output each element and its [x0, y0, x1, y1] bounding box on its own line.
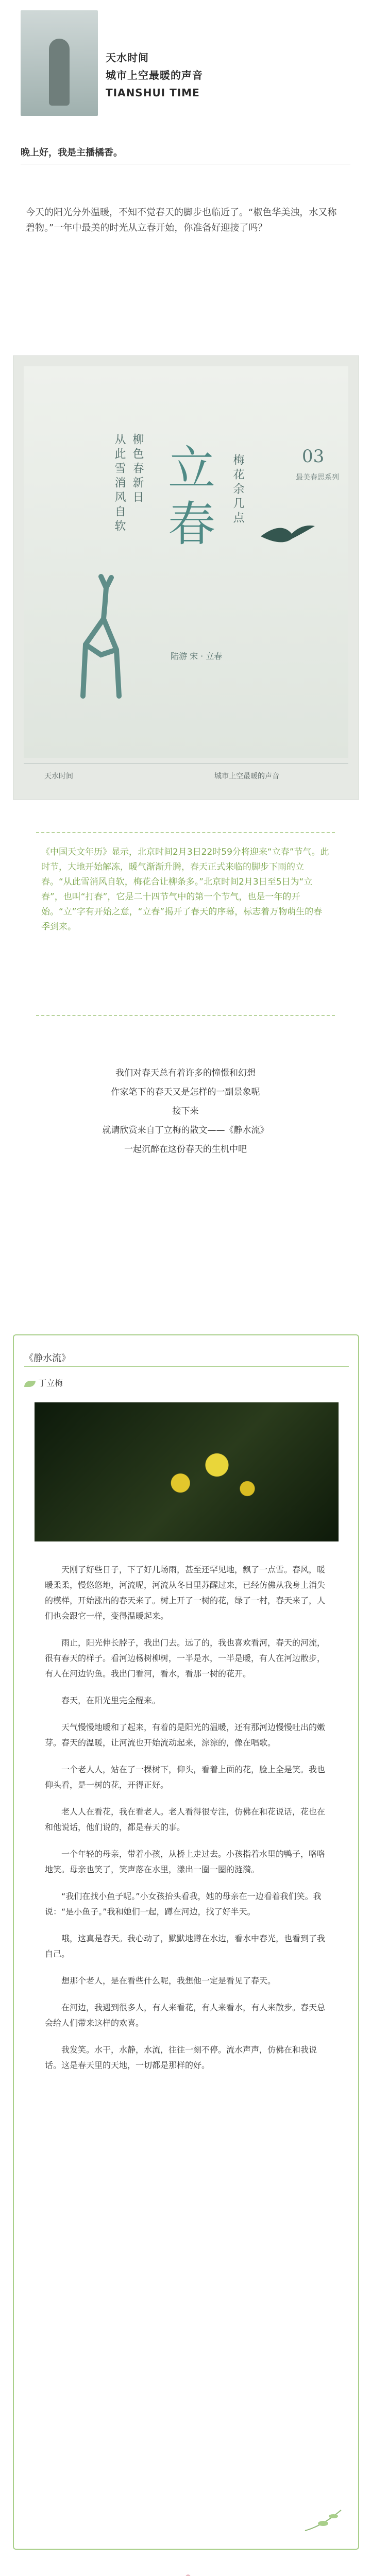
- essay-title: 《静水流》: [24, 1353, 71, 1364]
- brand-line: 城市上空最暖的声音: [106, 69, 203, 81]
- essay-paragraph: 天刚了好些日子，下了好几场雨，甚至还罕见地，飘了一点雪。春风，暖暖柔柔，慢悠悠地，河流呢，河流从冬日里苏醒过来，已经仿佛从我身上消失的模样，开始涨出的春天来了。树上开了一树的花，绿了一村，春天来了，人们也会跟它一样，变得温暖起来。: [45, 1565, 326, 1621]
- essay-author-name: 丁立梅: [38, 1378, 63, 1388]
- solar-term-intro: 《中国天文年历》显示，北京时间2月3日22时59分将迎来“立春”节气。此时节，大地开始解冻，暖气渐渐升腾，春天正式来临的脚步下雨的立春。“从此雪消风自软，梅花合让柳条多。”北京时间2月3日至5日为“立春”，也叫“打春”，它是二十四节气中的第一个节气，也是一年的开始。“立”字有开始之意，“立春”揭开了春天的序幕，标志着万物萌生的春季到来。: [41, 847, 329, 932]
- flower-photo: [35, 1402, 339, 1541]
- intro-paragraph: 今天的阳光分外温暖，不知不觉春天的脚步也临近了。“椒色华美浊，水又称碧物。”一年中最美的时光从立春开始，你准备好迎接了吗？: [26, 207, 337, 233]
- essay-body: [45, 1562, 328, 2084]
- poster-number: 03: [302, 446, 325, 467]
- transition-line: 接下来: [172, 1106, 199, 1116]
- verse-column: 从此雪消风自软: [113, 433, 126, 534]
- essay-paragraph: 我发笑。水干，水静，水流，往往一刻不停。流水声声，仿佛在和我说话。这是春天里的天地，一切都是那样的好。: [45, 2045, 317, 2070]
- essay-paragraph: 天气慢慢地暖和了起来，有着的是阳光的温暖，还有那河边慢慢吐出的嫩芽。春天的温暖，让河流也开始流动起来，淙淙的，像在唱歌。: [45, 1722, 326, 1748]
- greeting: 晚上好，我是主播橘香。: [21, 147, 123, 158]
- swallow-icon: [256, 516, 317, 552]
- host-photo: [21, 10, 98, 116]
- sprig-icon: [302, 2505, 344, 2536]
- dashed-divider: [36, 832, 335, 833]
- top-banner: [0, 0, 371, 129]
- essay-paragraph: 一个年轻的母亲，带着小孩，从桥上走过去。小孩指着水里的鸭子，咯咯地笑。母亲也笑了，笑声落在水里，漾出一圈一圈的涟漪。: [45, 1849, 326, 1874]
- poster-subtitle: 最美春思系列: [296, 473, 339, 482]
- essay-paragraph: 想那个老人，是在看些什么呢，我想他一定是看见了春天。: [61, 1976, 276, 1986]
- transition-line: 我们对春天总有着许多的憧憬和幻想: [115, 1068, 256, 1078]
- essay-paragraph: 雨止，阳光伸长脖子，我出门去。远了的，我也喜欢看河，春天的河流，很有春天的样子。看河边杨树柳树，一半是水，一半是暖，有人在河边散步，有人在河边钓鱼。我出门看河，看水，看那一树的花开。: [45, 1638, 326, 1679]
- leaf-icon: [24, 1381, 36, 1387]
- transition-lines: [31, 1064, 340, 1159]
- poster-footer-line: [24, 763, 348, 764]
- poster-footer-left: 天水时间: [44, 772, 73, 781]
- essay-paragraph: 哦，这真是春天。我心动了，默默地蹲在水边，看水中春光，也看到了我自己。: [45, 1934, 326, 1959]
- deer-icon: [55, 572, 158, 727]
- blossom-icon: [157, 2568, 214, 2576]
- essay-divider: [24, 1366, 349, 1367]
- essay-paragraph: 春天，在阳光里完全醒来。: [61, 1696, 161, 1705]
- dashed-divider: [36, 1015, 335, 1016]
- poster-footer-right: 城市上空最暖的声音: [214, 772, 279, 781]
- essay-paragraph: “我们在找小鱼子呢。”小女孩抬头看我，她的母亲在一边看着我们笑。我说：“是小鱼子。”我和她们一起，蹲在河边，找了好半天。: [45, 1891, 322, 1917]
- poster-title: 立春: [168, 441, 216, 552]
- verse-column: 梅花余几点: [231, 454, 244, 526]
- essay-author: [24, 1377, 63, 1388]
- essay-paragraph: 在河边，我遇到很多人，有人来看花，有人来看水，有人来散步。春天总会给人们带来这样的欢喜。: [45, 2003, 326, 2028]
- transition-line: 作家笔下的春天又是怎样的一副景象呢: [111, 1087, 260, 1097]
- essay-paragraph: 一个老人人，站在了一棵树下，仰头，看着上面的花，脸上全是笑。我也仰头看，是一树的花，开得正好。: [45, 1765, 326, 1790]
- poster-author: 陆游 宋 · 立春: [171, 651, 223, 661]
- essay-card: [13, 1334, 359, 2550]
- brand-block: [106, 49, 353, 101]
- lichun-poster: [13, 355, 359, 800]
- verse-column: 柳色春新日: [131, 433, 144, 505]
- brand-line: TIANSHUI TIME: [106, 87, 200, 99]
- essay-paragraph: 老人人在看花，我在看老人。老人看得很专注，仿佛在和花说话，花也在和他说话，他们说的，都是春天的事。: [45, 1807, 326, 1832]
- brand-line: 天水时间: [106, 52, 149, 64]
- transition-line: 就请欣赏来自丁立梅的散文——《静水流》: [102, 1125, 269, 1136]
- transition-line: 一起沉醉在这份春天的生机中吧: [124, 1144, 247, 1155]
